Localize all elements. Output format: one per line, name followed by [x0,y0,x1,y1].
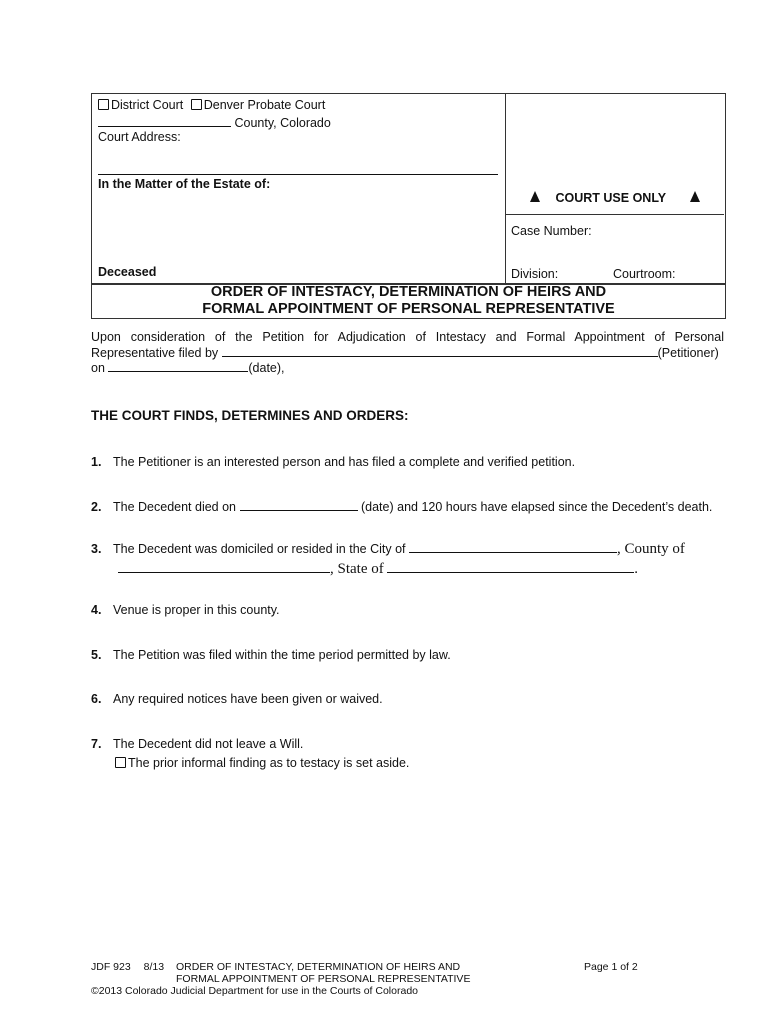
up-arrow-icon [690,191,700,202]
finding-item-3-cont [118,561,638,578]
item-text: The Petition was filed within the time period permitted by law. [113,648,451,662]
item-text: (date) and 120 hours have elapsed since the Decedent’s death. [360,500,713,514]
item-number: 2. [91,500,102,514]
finding-item-7 [91,737,303,751]
division-label: Division: [511,267,559,281]
county-name-blank[interactable] [118,561,330,573]
testacy-set-aside-checkbox[interactable] [115,757,126,768]
item-text: The Decedent was domiciled or resided in the City of [113,542,406,556]
finding-item-4 [91,603,280,617]
item-number: 1. [91,455,102,469]
court-use-only-label: COURT USE ONLY [555,191,667,205]
item-number: 3. [91,542,102,556]
footer-title-line-2: FORMAL APPOINTMENT OF PERSONAL REPRESENTATIVE [176,973,471,985]
finding-item-2 [91,499,712,514]
on-label: on [91,361,105,375]
date-label: (date), [248,361,285,375]
title-line-2: FORMAL APPOINTMENT OF PERSONAL REPRESENTATIVE [202,301,615,317]
up-arrow-icon [530,191,540,202]
page-number: Page 1 of 2 [584,961,638,973]
item-number: 7. [91,737,102,751]
courtroom-label: Courtroom: [613,267,676,281]
title-line-1: ORDER OF INTESTACY, DETERMINATION OF HEIRS AND [210,284,607,300]
filed-by-label: Representative filed by [91,346,219,360]
district-court-checkbox[interactable] [98,99,109,110]
testacy-set-aside-label: The prior informal finding as to testacy is set aside. [128,756,410,770]
caption-divider [505,93,506,284]
denver-probate-court-checkbox[interactable] [191,99,202,110]
intro-line-2 [91,345,724,360]
deceased-label: Deceased [98,265,157,279]
death-date-blank[interactable] [240,499,358,511]
filing-date-blank[interactable] [108,360,248,372]
finding-item-3 [91,541,685,558]
item-text: . [634,561,638,577]
city-blank[interactable] [409,541,617,553]
estate-of-label: In the Matter of the Estate of: [98,177,271,191]
form-id: JDF 923 [91,961,131,973]
district-court-label: District Court [111,98,184,112]
case-number-label: Case Number: [511,224,592,238]
footer-copyright: ©2013 Colorado Judicial Department for use in the Courts of Colorado [91,985,418,997]
state-of-label: , State of [330,561,384,577]
item-text: Venue is proper in this county. [113,603,280,617]
footer [91,961,164,973]
court-use-divider [505,214,724,215]
item-number: 5. [91,648,102,662]
intro-line-1: Upon consideration of the Petition for Adjudication of Intestacy and Formal Appointment of Personal [91,330,724,344]
county-of-label: , County of [617,541,685,557]
state-blank[interactable] [387,561,634,573]
court-address-label: Court Address: [98,130,181,144]
court-use-only-header [530,191,710,205]
county-line [98,115,331,130]
county-colorado-label: County, Colorado [234,116,331,130]
footer-title [176,961,470,985]
petitioner-blank[interactable] [222,345,658,357]
county-blank[interactable] [98,115,231,127]
finding-item-6 [91,692,383,706]
testacy-set-aside-option [115,756,409,770]
item-text: The Decedent did not leave a Will. [113,737,304,751]
finding-item-5 [91,648,451,662]
item-text: The Decedent died on [113,500,237,514]
court-selection [98,98,325,112]
petitioner-label: (Petitioner) [657,346,719,360]
item-text: The Petitioner is an interested person and has filed a complete and verified petition. [113,455,576,469]
court-address-rule [98,174,498,175]
denver-probate-court-label: Denver Probate Court [203,98,326,112]
item-number: 4. [91,603,102,617]
item-number: 6. [91,692,102,706]
findings-heading: THE COURT FINDS, DETERMINES AND ORDERS: [91,408,409,423]
intro-line-3 [91,360,285,375]
footer-title-line-1: ORDER OF INTESTACY, DETERMINATION OF HEIRS AND [176,961,461,973]
finding-item-1 [91,455,575,469]
item-text: Any required notices have been given or waived. [113,692,383,706]
form-revision: 8/13 [143,961,165,973]
